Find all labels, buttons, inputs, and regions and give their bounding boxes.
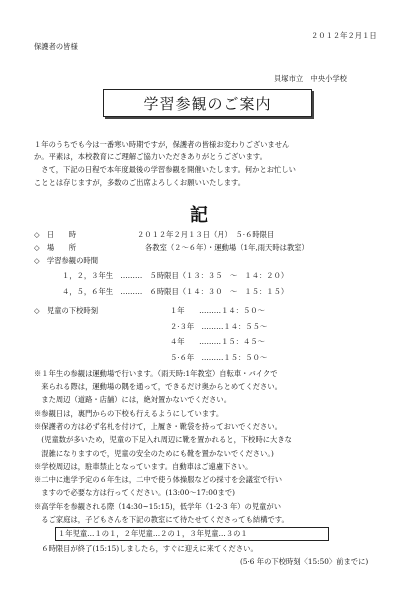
page-title: 学習参観のご案内 xyxy=(143,94,272,113)
note-line: (5·6 年の下校時刻〈15:50〉前までに) xyxy=(240,557,369,566)
sender-school: 貝塚市立 中央小学校 xyxy=(274,74,347,83)
note-line: 来られる際は，運動場の隅を通って，できるだけ奥からとめてください。 xyxy=(34,382,282,391)
addressee: 保護者の皆様 xyxy=(34,42,78,51)
schedule-row: １，２，３年生 ……… ５時限目（１３：３５ ～ １４：２０） xyxy=(62,271,289,280)
dismissal-row: １年 ………１４：５０～ xyxy=(170,306,265,315)
intro-line: か。平素は，本校教育にご理解ご協力いただきありがとうございます。 xyxy=(34,152,267,161)
note-line: ※１年生の参観は運動場で行います。（雨天時:1年教室）自転車・バイクで xyxy=(34,369,278,378)
note-line: ※参観日は，裏門からの下校も行えるようにしています。 xyxy=(34,409,224,418)
letter-date: ２０１２年２月１日 xyxy=(311,31,377,40)
note-line: (児童数が多いため，児童の下足入れ周辺に靴を置かれると，下校時に大きな xyxy=(34,435,292,444)
date-value: ２０１２年２月１３日（月） ５·６時限目 xyxy=(137,230,275,239)
title-box xyxy=(103,89,312,117)
date-label: ◇ 日 時 xyxy=(34,230,77,239)
place-value: 各教室（２～６年）・運動場（1年,雨天時は教室） xyxy=(145,243,309,252)
note-line: 混雑になりますので，児童の安全のためにも靴を置かないでください。) xyxy=(34,449,274,458)
note-line: ※二中に進学予定の６年生は，二中で使う体操服などの採寸を会議室で行い xyxy=(34,475,283,484)
note-line: るご家庭は，子どもさんを下記の教室にて待たせてくださっても結構です。 xyxy=(34,515,289,524)
schedule-label: ◇ 学習参観の時間 xyxy=(34,256,98,265)
intro-line: さて，下記の日程で本年度最後の学習参観を開催いたします。何かとお忙しい xyxy=(34,165,296,174)
note-line: ６時限目が終了(15:15)しましたら，すぐに迎えに来てください。 xyxy=(34,544,258,553)
dismissal-row: ４年 ………１５：４５～ xyxy=(170,337,265,346)
note-line: ※保護者の方は必ず名札を付けて，上履き・靴袋を持っておいでください。 xyxy=(34,422,282,431)
dismissal-label: ◇ 児童の下校時刻 xyxy=(34,306,98,315)
schedule-row: ４，５，６年生 ……… ６時限目（１４：３０ ～ １５：１５） xyxy=(62,287,289,296)
intro-line: １年のうちでも今は一番寒い時期ですが，保護者の皆様お変わりございません xyxy=(34,140,290,149)
ki-heading: 記 xyxy=(190,205,210,226)
note-line: ※学校周辺は，駐車禁止となっています。自動車はご遠慮下さい。 xyxy=(34,462,253,471)
note-line: ※高学年を参観される際（14:30~15:15)，低学年（1·2·3 年）の児童がい xyxy=(34,502,282,511)
note-line: ますので必要な方は行ってください。(13:00～17:00まで) xyxy=(34,488,235,497)
intro-line: こととは存じますが，多数のご出席よろしくお願いいたします。 xyxy=(34,178,246,187)
dismissal-row: ５·６年 ………１５：５０～ xyxy=(170,353,268,362)
dismissal-row: ２·３年 ………１４：５５～ xyxy=(170,322,268,331)
note-line: また周辺（道路・店舗）には，絶対置かないでください。 xyxy=(34,395,232,404)
waiting-classrooms: １年児童…１の１，２年児童…２の１，３年児童…３の１ xyxy=(58,529,248,538)
place-label: ◇ 場 所 xyxy=(34,243,77,252)
